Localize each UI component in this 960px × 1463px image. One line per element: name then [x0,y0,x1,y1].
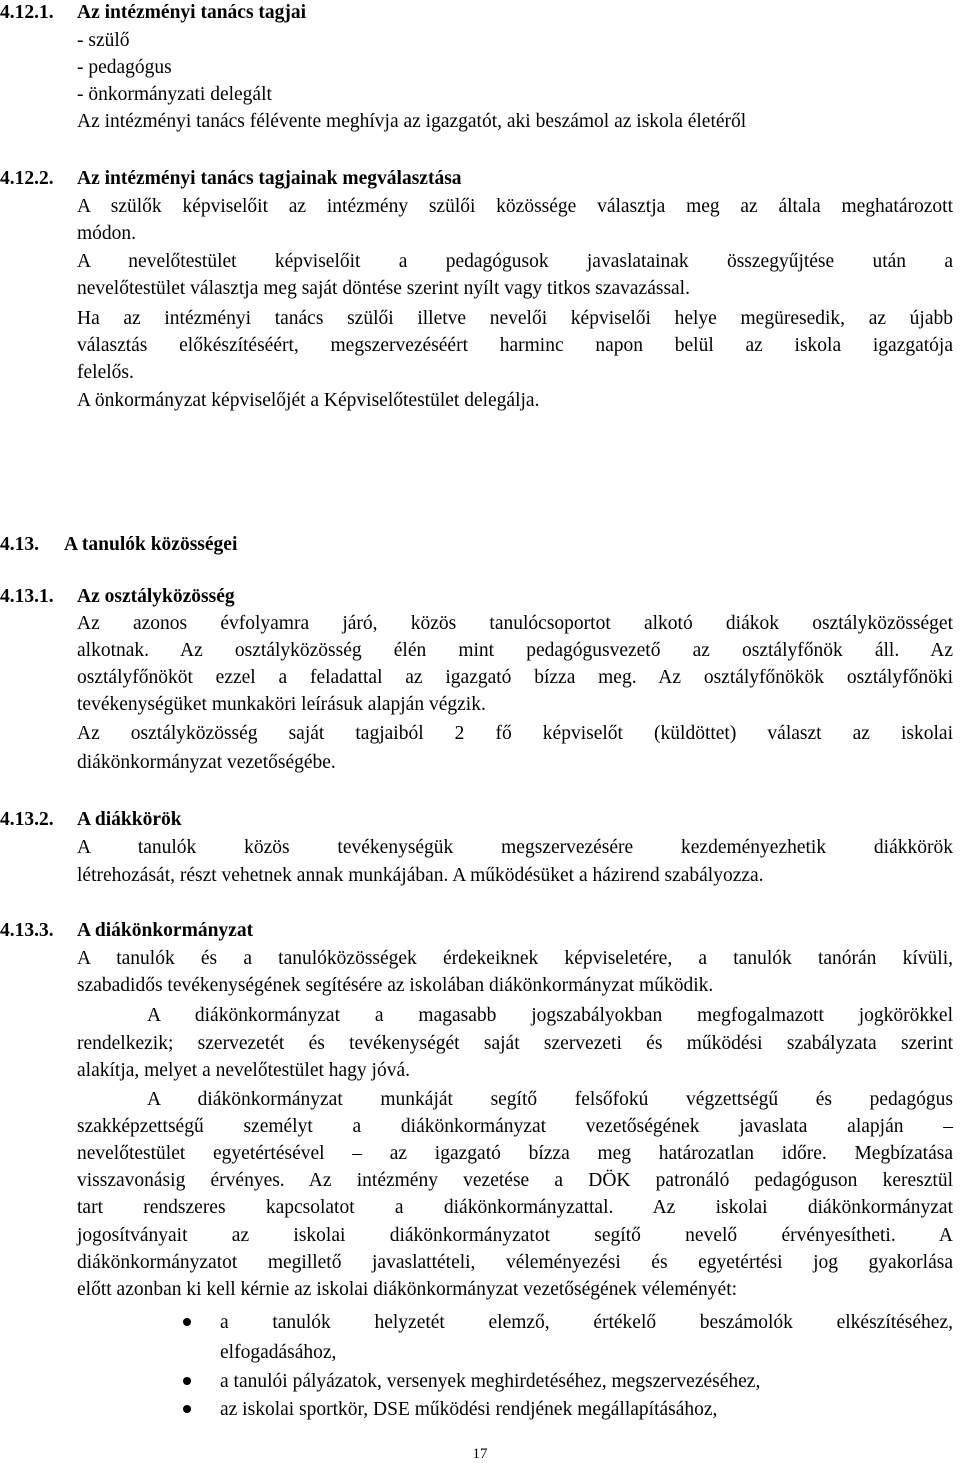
heading-title: Az osztályközösség [77,586,235,607]
paragraph-line: felelős. [77,362,134,383]
bullet-item: a tanulói pályázatok, versenyek meghirdetéséhez, megszervezéséhez, [220,1371,761,1392]
heading-number: 4.12.2. [0,168,54,189]
paragraph-line: előtt azonban ki kell kérnie az iskolai diákönkormányzat vezetőségének véleményét: [77,1279,738,1300]
heading-4-13-1 [0,584,876,610]
paragraph-line: választás előkészítéséért, megszervezéséért harminc napon belül az iskola igazgatója [77,335,953,356]
paragraph-line: tart rendszeres kapcsolatot a diákönkormányzattal. Az iskolai diákönkormányzat [77,1197,953,1218]
bullet-item: az iskolai sportkör, DSE működési rendjének megállapításához, [220,1399,718,1420]
bullet-icon [183,1377,191,1385]
paragraph-line: Az azonos évfolyamra járó, közös tanulócsoportot alkotó diákok osztályközösséget [77,613,953,634]
bullet-icon [183,1318,191,1326]
paragraph-line: A diákönkormányzat a magasabb jogszabályokban megfogalmazott jogkörökkel [147,1005,953,1026]
paragraph-line: létrehozását, részt vehetnek annak munkájában. A működésüket a házirend szabályozza. [77,865,764,886]
paragraph-line: osztályfőnököt ezzel a feladattal az igazgató bízza meg. Az osztályfőnökök osztályfőnöki [77,667,953,688]
heading-number: 4.13.3. [0,920,54,941]
paragraph-line: szabadidős tevékenységének segítésére az iskolában diákönkormányzat működik. [77,975,714,996]
paragraph-line: A tanulók közös tevékenységük megszervezésére kezdeményezhetik diákkörök [77,837,953,858]
heading-4-13-2 [0,807,876,833]
paragraph-line: visszavonásig érvényes. Az intézmény vezetése a DÖK patronáló pedagóguson keresztül [77,1170,953,1191]
list-item: - pedagógus [77,57,172,78]
heading-4-12-2 [0,166,876,192]
heading-4-13 [0,532,876,558]
paragraph-line: módon. [77,223,137,244]
page-number: 17 [472,1446,488,1462]
heading-title: A tanulók közösségei [64,534,238,555]
paragraph-line: jogosítványait az iskolai diákönkormányzatot segítő nevelő érvényesítheti. A [77,1225,953,1246]
paragraph-line: tevékenységüket munkaköri leírásuk alapján végzik. [77,694,486,715]
heading-number: 4.13.1. [0,586,54,607]
paragraph-line: diákönkormányzatot megillető javaslattételi, véleményezési és egyetértési jog gyakorlása [77,1252,953,1273]
paragraph-line: Az intézményi tanács félévente meghívja az igazgatót, aki beszámol az iskola életéről [77,111,747,132]
heading-title: A diákkörök [77,809,182,830]
paragraph-line: A szülők képviselőit az intézmény szülői közössége választja meg az általa meghatározott [77,196,953,217]
heading-4-12-1 [0,0,876,26]
heading-title: Az intézményi tanács tagjainak megválasztása [77,168,462,189]
paragraph-line: A diákönkormányzat munkáját segítő felsőfokú végzettségű és pedagógus [147,1089,953,1110]
paragraph-line: A önkormányzat képviselőjét a Képviselőtestület delegálja. [77,390,540,411]
bullet-item-continuation: elfogadásához, [220,1342,337,1363]
bullet-item: a tanulók helyzetét elemző, értékelő beszámolók elkészítéséhez, [220,1312,953,1333]
heading-number: 4.13. [0,534,39,555]
paragraph-line: szakképzettségű személyt a diákönkormányzat vezetőségének javaslata alapján – [77,1116,953,1137]
paragraph-line: Ha az intézményi tanács szülői illetve nevelői képviselői helye megüresedik, az újabb [77,308,953,329]
paragraph-line: diákönkormányzat vezetőségébe. [77,752,336,773]
paragraph-line: Az osztályközösség saját tagjaiból 2 fő képviselőt (küldöttet) választ az iskolai [77,723,953,744]
heading-number: 4.13.2. [0,809,54,830]
paragraph-line: alakítja, melyet a nevelőtestület hagy jóvá. [77,1060,411,1081]
heading-4-13-3 [0,918,876,944]
list-item: - önkormányzati delegált [77,84,272,105]
paragraph-line: A tanulók és a tanulóközösségek érdekeiknek képviseletére, a tanulók tanórán kívüli, [77,948,953,969]
heading-title: Az intézményi tanács tagjai [77,2,307,23]
paragraph-line: nevelőtestület egyetértésével – az igazgató bízza meg határozatlan időre. Megbízatása [77,1143,953,1164]
paragraph-line: A nevelőtestület képviselőit a pedagógusok javaslatainak összegyűjtése után a [77,251,953,272]
heading-number: 4.12.1. [0,2,54,23]
paragraph-line: nevelőtestület választja meg saját döntése szerint nyílt vagy titkos szavazással. [77,278,690,299]
paragraph-line: alkotnak. Az osztályközösség élén mint pedagógusvezető az osztályfőnök áll. Az [77,640,953,661]
bullet-icon [183,1405,191,1413]
list-item: - szülő [77,30,130,51]
heading-title: A diákönkormányzat [77,920,254,941]
paragraph-line: rendelkezik; szervezetét és tevékenységét saját szervezeti és működési szabályzata szerint [77,1033,953,1054]
